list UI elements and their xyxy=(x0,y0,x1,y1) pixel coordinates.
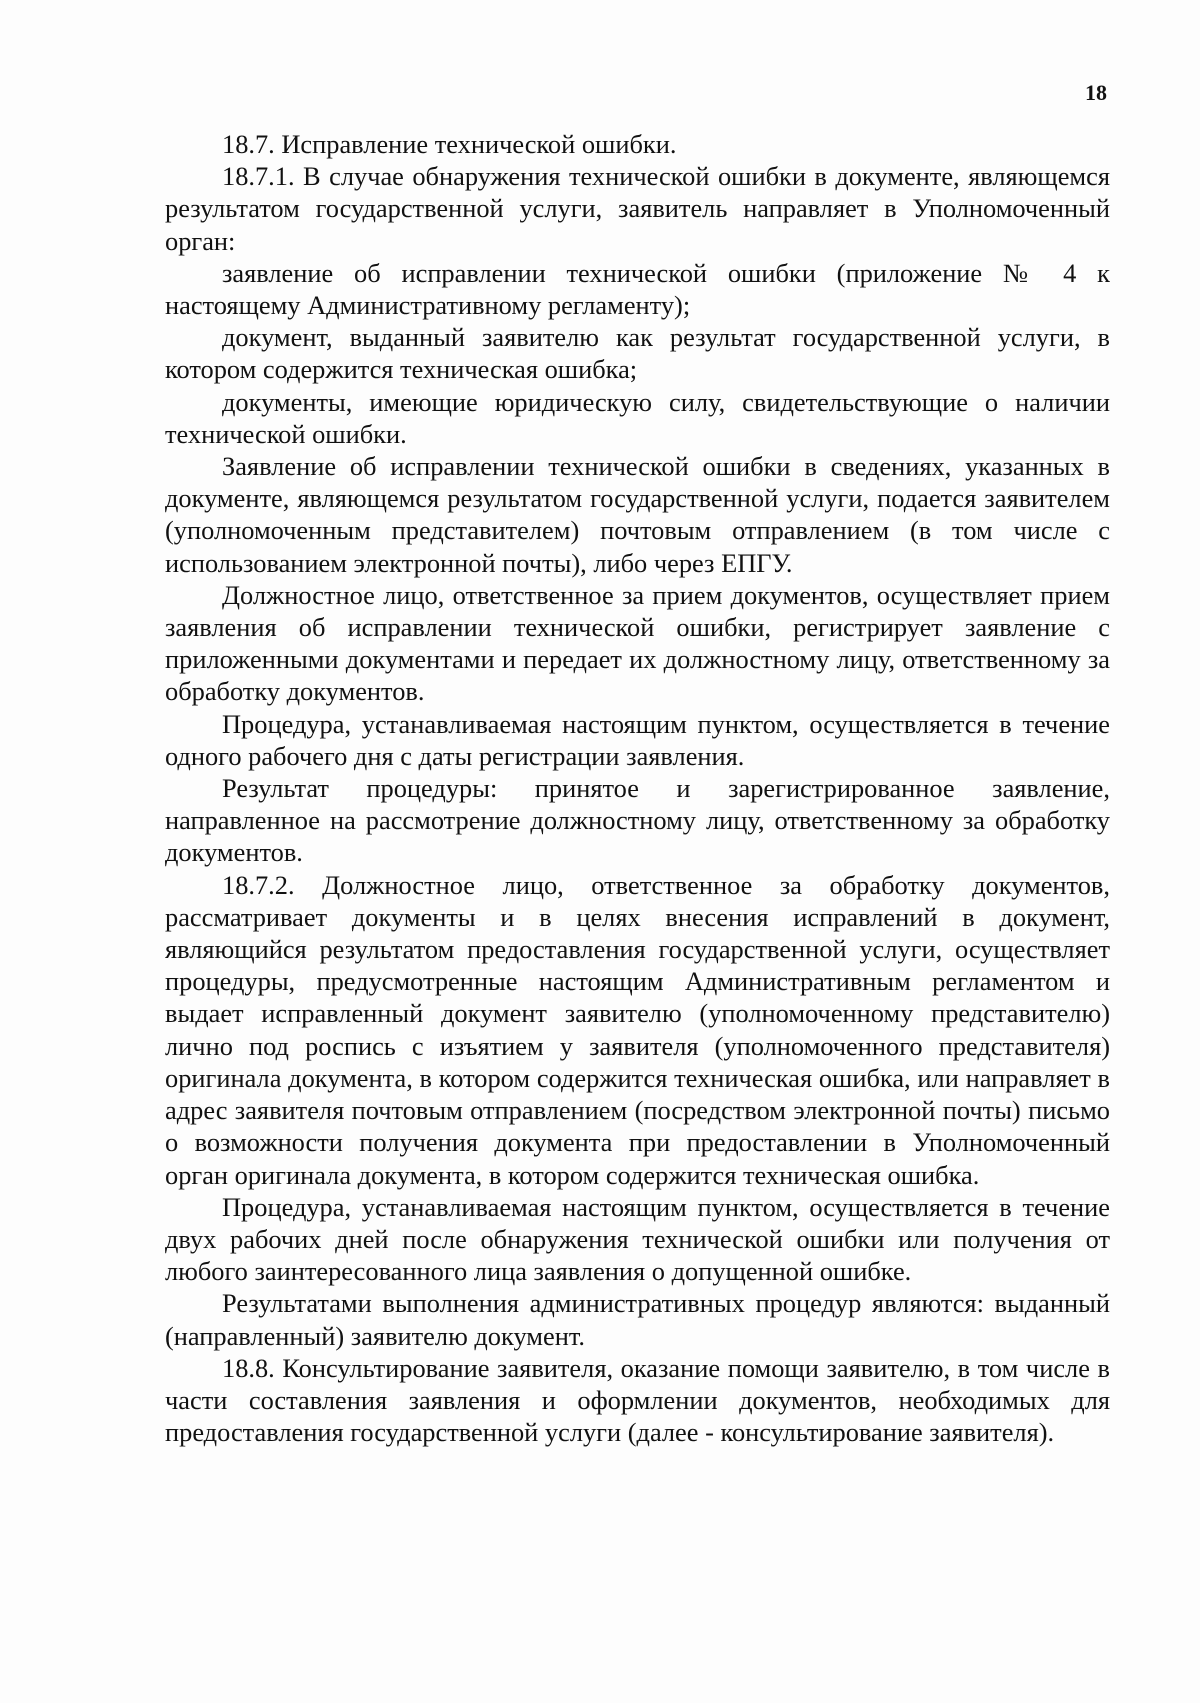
paragraph: 18.8. Консультирование заявителя, оказание помощи заявителю, в том числе в части составления заявления и оформлении документов, необходимых для предоставления государственной услуги (далее - консультирование заявителя). xyxy=(165,1352,1110,1448)
paragraph: Результатами выполнения административных процедур являются: выданный (направленный) заявителю документ. xyxy=(165,1288,1110,1351)
document-body xyxy=(165,128,1110,1448)
paragraph: Результат процедуры: принятое и зарегистрированное заявление, направленное на рассмотрение должностному лицу, ответственному за обработку документов. xyxy=(165,773,1110,868)
page-number: 18 xyxy=(1085,80,1107,105)
paragraph: документ, выданный заявителю как результат государственной услуги, в котором содержится техническая ошибка; xyxy=(165,322,1110,385)
paragraph: Должностное лицо, ответственное за прием документов, осуществляет прием заявления об исправлении технической ошибки, регистрирует заявление с приложенными документами и передает их должностному лицу, ответственному за обработку документов. xyxy=(165,579,1110,707)
paragraph: Процедура, устанавливаемая настоящим пунктом, осуществляется в течение двух рабочих дней после обнаружения технической ошибки или получения от любого заинтересованного лица заявления о допущенной ошибке. xyxy=(165,1191,1110,1287)
paragraph: 18.7.1. В случае обнаружения технической ошибки в документе, являющемся результатом государственной услуги, заявитель направляет в Уполномоченный орган: xyxy=(165,161,1110,256)
paragraph: документы, имеющие юридическую силу, свидетельствующие о наличии технической ошибки. xyxy=(165,386,1110,449)
paragraph: заявление об исправлении технической ошибки (приложение № 4 к настоящему Административному регламенту); xyxy=(165,257,1110,321)
paragraph: Заявление об исправлении технической ошибки в сведениях, указанных в документе, являющемся результатом государственной услуги, подается заявителем (уполномоченным представителем) почтовым отправлением (в том числе с использованием электронной почты), либо через ЕПГУ. xyxy=(165,451,1110,578)
paragraph: 18.7. Исправление технической ошибки. xyxy=(222,129,677,159)
paragraph: Процедура, устанавливаемая настоящим пунктом, осуществляется в течение одного рабочего дня с даты регистрации заявления. xyxy=(165,708,1110,771)
paragraph: 18.7.2. Должностное лицо, ответственное за обработку документов, рассматривает документы и в целях внесения исправлений в документ, являющийся результатом предоставления государственной услуги, осуществляет процедуры, предусмотренные настоящим Административным регламентом и выдает исправленный документ заявителю (уполномоченному представителю) лично под роспись с изъятием у заявителя (уполномоченного представителя) оригинала документа, в котором содержится техническая ошибка, или направляет в адрес заявителя почтовым отправлением (посредством электронной почты) письмо о возможности получения документа при предоставлении в Уполномоченный орган оригинала документа, в котором содержится техническая ошибка. xyxy=(165,869,1110,1190)
